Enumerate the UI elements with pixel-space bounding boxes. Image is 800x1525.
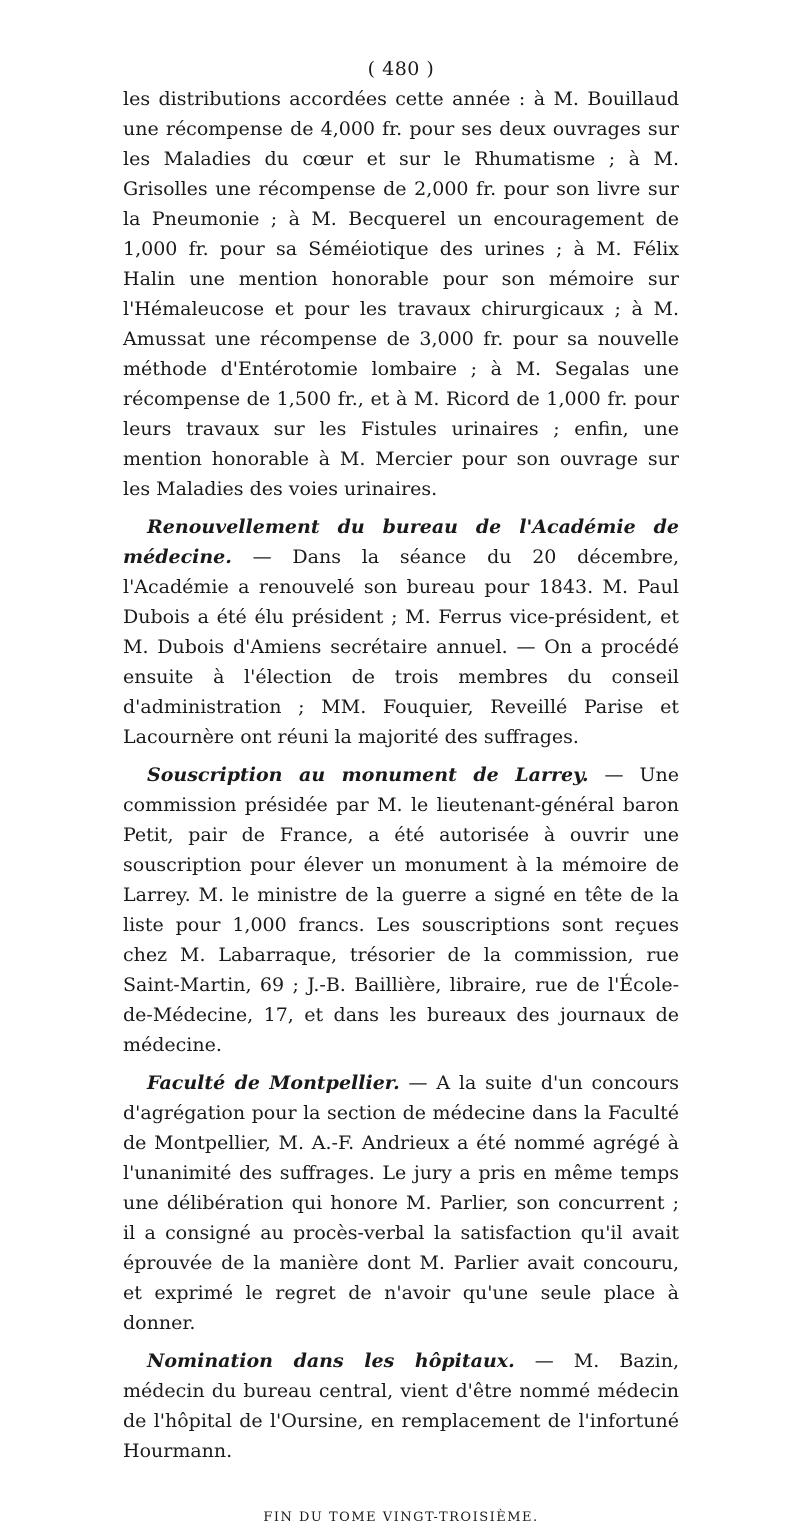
intro-paragraph: les distributions accordées cette année : à M. Bouillaud une récompense de 4,000 fr. pour ses deux ouvrages sur les Maladies du cœur et sur le Rhumatisme ; à M. Grisolles une récompense de 2,000 fr. pour son livre sur la Pneumonie ; à M. Becquerel un encouragement de 1,000 fr. pour sa Séméiotique des urines ; à M. Félix Halin une mention honorable pour son mémoire sur l'Hémaleucose et pour les travaux chirurgicaux ; à M. Amussat une récompense de 3,000 fr. pour sa nouvelle méthode d'Entérotomie lombaire ; à M. Segalas une récompense de 1,500 fr., et à M. Ricord de 1,000 fr. pour leurs travaux sur les Fistules urinaires ; enfin, une mention honorable à M. Mercier pour son ouvrage sur les Maladies des voies urinaires. bbox=[123, 88, 679, 500]
section-title-faculte-montpellier: Faculté de Montpellier. bbox=[147, 1072, 400, 1094]
section-body-nomination-hopitaux: — M. Bazin, médecin du bureau central, vient d'être nommé médecin de l'hôpital de l'Oursine, en remplacement de l'infortuné Hourmann. bbox=[123, 1350, 679, 1462]
section-title-bureau-academie: Renouvellement du bureau de l'Académie de médecine. bbox=[123, 516, 679, 568]
section-body-bureau-academie: — Dans la séance du 20 décembre, l'Académie a renouvelé son bureau pour 1843. M. Paul Dubois a été élu président ; M. Ferrus vice-président, et M. Dubois d'Amiens secrétaire annuel. — On a procédé ensuite à l'élection de trois membres du conseil d'administration ; MM. Fouquier, Reveillé Parise et Lacournère ont réuni la majorité des suffrages. bbox=[123, 546, 679, 748]
section-body-faculte-montpellier: — A la suite d'un concours d'agrégation pour la section de médecine dans la Faculté de Montpellier, M. A.-F. Andrieux a été nommé agrégé à l'unanimité des suffrages. Le jury a pris en même temps une délibération qui honore M. Parlier, son concurrent ; il a consigné au procès-verbal la satisfaction qu'il avait éprouvée de la manière dont M. Parlier avait concouru, et exprimé le regret de n'avoir qu'une seule place à donner. bbox=[123, 1072, 679, 1334]
section-faculte-montpellier bbox=[123, 1068, 679, 1338]
page-number: ( 480 ) bbox=[367, 58, 435, 80]
section-title-souscription-larrey: Souscription au monument de Larrey. bbox=[147, 764, 589, 786]
end-of-volume-note: FIN DU TOME VINGT-TROISIÈME. bbox=[263, 1510, 539, 1525]
section-nomination-hopitaux bbox=[123, 1346, 679, 1466]
section-souscription-larrey bbox=[123, 760, 679, 1060]
document-page bbox=[123, 58, 679, 1525]
section-bureau-academie bbox=[123, 512, 679, 752]
section-title-nomination-hopitaux: Nomination dans les hôpitaux. bbox=[147, 1350, 515, 1372]
section-body-souscription-larrey: — Une commission présidée par M. le lieutenant-général baron Petit, pair de France, a été autorisée à ouvrir une souscription pour élever un monument à la mémoire de Larrey. M. le ministre de la guerre a signé en tête de la liste pour 1,000 francs. Les souscriptions sont reçues chez M. Labarraque, trésorier de la commission, rue Saint-Martin, 69 ; J.-B. Baillière, libraire, rue de l'École-de-Médecine, 17, et dans les bureaux des journaux de médecine. bbox=[123, 764, 679, 1056]
